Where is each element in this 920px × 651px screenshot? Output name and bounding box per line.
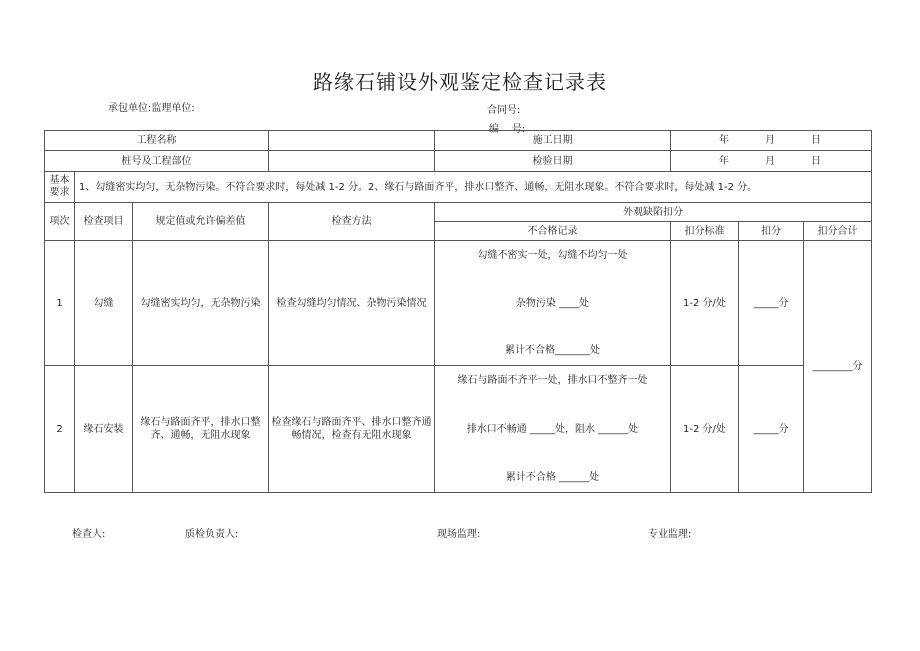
item-spec: 缘石与路面齐平，排水口整齐、通畅，无阻水现象: [133, 366, 269, 493]
header-row-1: [45, 203, 872, 222]
item-standard: 1-2 分/处: [671, 366, 739, 493]
record-line: 累计不合格 ______处: [505, 472, 600, 483]
record-line: 累计不合格_______处: [505, 345, 600, 356]
item-deduction[interactable]: _____分: [739, 241, 804, 366]
record-line: 缘石与路面不齐平一处，排水口不整齐一处: [457, 375, 648, 386]
col-item-no: 项次: [45, 203, 75, 241]
inspection-date-value[interactable]: [671, 151, 872, 172]
form-title: 路缘石铺设外观鉴定检查记录表: [313, 70, 607, 94]
year-label: 年: [719, 135, 730, 146]
item-deduction[interactable]: _____分: [739, 366, 804, 493]
item-name: 勾缝: [75, 241, 133, 366]
site-supervisor-label: 现场监理:: [437, 529, 481, 540]
item-method: 检查缘石与路面齐平、排水口整齐通畅情况，检查有无阻水现象: [269, 366, 435, 493]
station-row: [45, 151, 872, 172]
item-method: 检查勾缝均匀情况、杂物污染情况: [269, 241, 435, 366]
col-spec: 规定值或允许偏差值: [133, 203, 269, 241]
inspection-table: [44, 130, 872, 493]
qc-lead-label: 质检负责人:: [185, 529, 239, 540]
record-cell: [435, 366, 671, 493]
project-name-value[interactable]: [269, 131, 435, 151]
record-line: 杂物污染 ____处: [515, 297, 590, 309]
month-label: 月: [765, 135, 776, 146]
construction-date-label: 施工日期: [435, 131, 671, 151]
item-standard: 1-2 分/处: [671, 241, 739, 366]
construction-date-value[interactable]: [671, 131, 872, 151]
contractor-label: 承包单位:监理单位:: [108, 103, 195, 114]
table-row: [45, 241, 872, 366]
col-deduction: 扣分: [739, 222, 804, 241]
year-label: 年: [719, 155, 730, 167]
specialist-supervisor-label: 专业监理:: [648, 529, 692, 540]
col-standard: 扣分标准: [671, 222, 739, 241]
record-line: 勾缝不密实一处，勾缝不均匀一处: [477, 250, 628, 261]
table-row: [45, 366, 872, 493]
month-label: 月: [765, 155, 776, 167]
item-name: 缘石安装: [75, 366, 133, 493]
requirements-label: 基本 要求: [45, 172, 75, 203]
day-label: 日: [811, 155, 822, 167]
project-name-row: [45, 131, 872, 151]
col-method: 检查方法: [269, 203, 435, 241]
serial-number-label: 编 号:: [489, 124, 526, 135]
record-line: 排水口不畅通 _____处，阻水 ______处: [466, 423, 639, 435]
project-name-label: 工程名称: [45, 131, 269, 151]
station-label: 桩号及工程部位: [45, 151, 269, 172]
col-defect-group: 外观缺陷扣分: [435, 203, 872, 222]
total-deduction[interactable]: ________分: [804, 241, 872, 493]
col-record: 不合格记录: [435, 222, 671, 241]
requirements-text: 1、勾缝密实均匀，无杂物污染。不符合要求时，每处减 1-2 分。2、缘石与路面齐平，排水口整齐、通畅，无阻水现象。不符合要求时，每处减 1-2 分。: [75, 172, 872, 203]
contract-number-label: 合同号:: [487, 105, 521, 116]
item-no: 2: [45, 366, 75, 493]
station-value[interactable]: [269, 151, 435, 172]
item-spec: 勾缝密实均匀，无杂物污染: [133, 241, 269, 366]
day-label: 日: [811, 135, 822, 146]
inspector-label: 检查人:: [72, 529, 106, 540]
record-cell: [435, 241, 671, 366]
inspection-date-label: 检验日期: [435, 151, 671, 172]
col-item: 检查项目: [75, 203, 133, 241]
col-total: 扣分合计: [804, 222, 872, 241]
requirements-row: [45, 172, 872, 203]
item-no: 1: [45, 241, 75, 366]
